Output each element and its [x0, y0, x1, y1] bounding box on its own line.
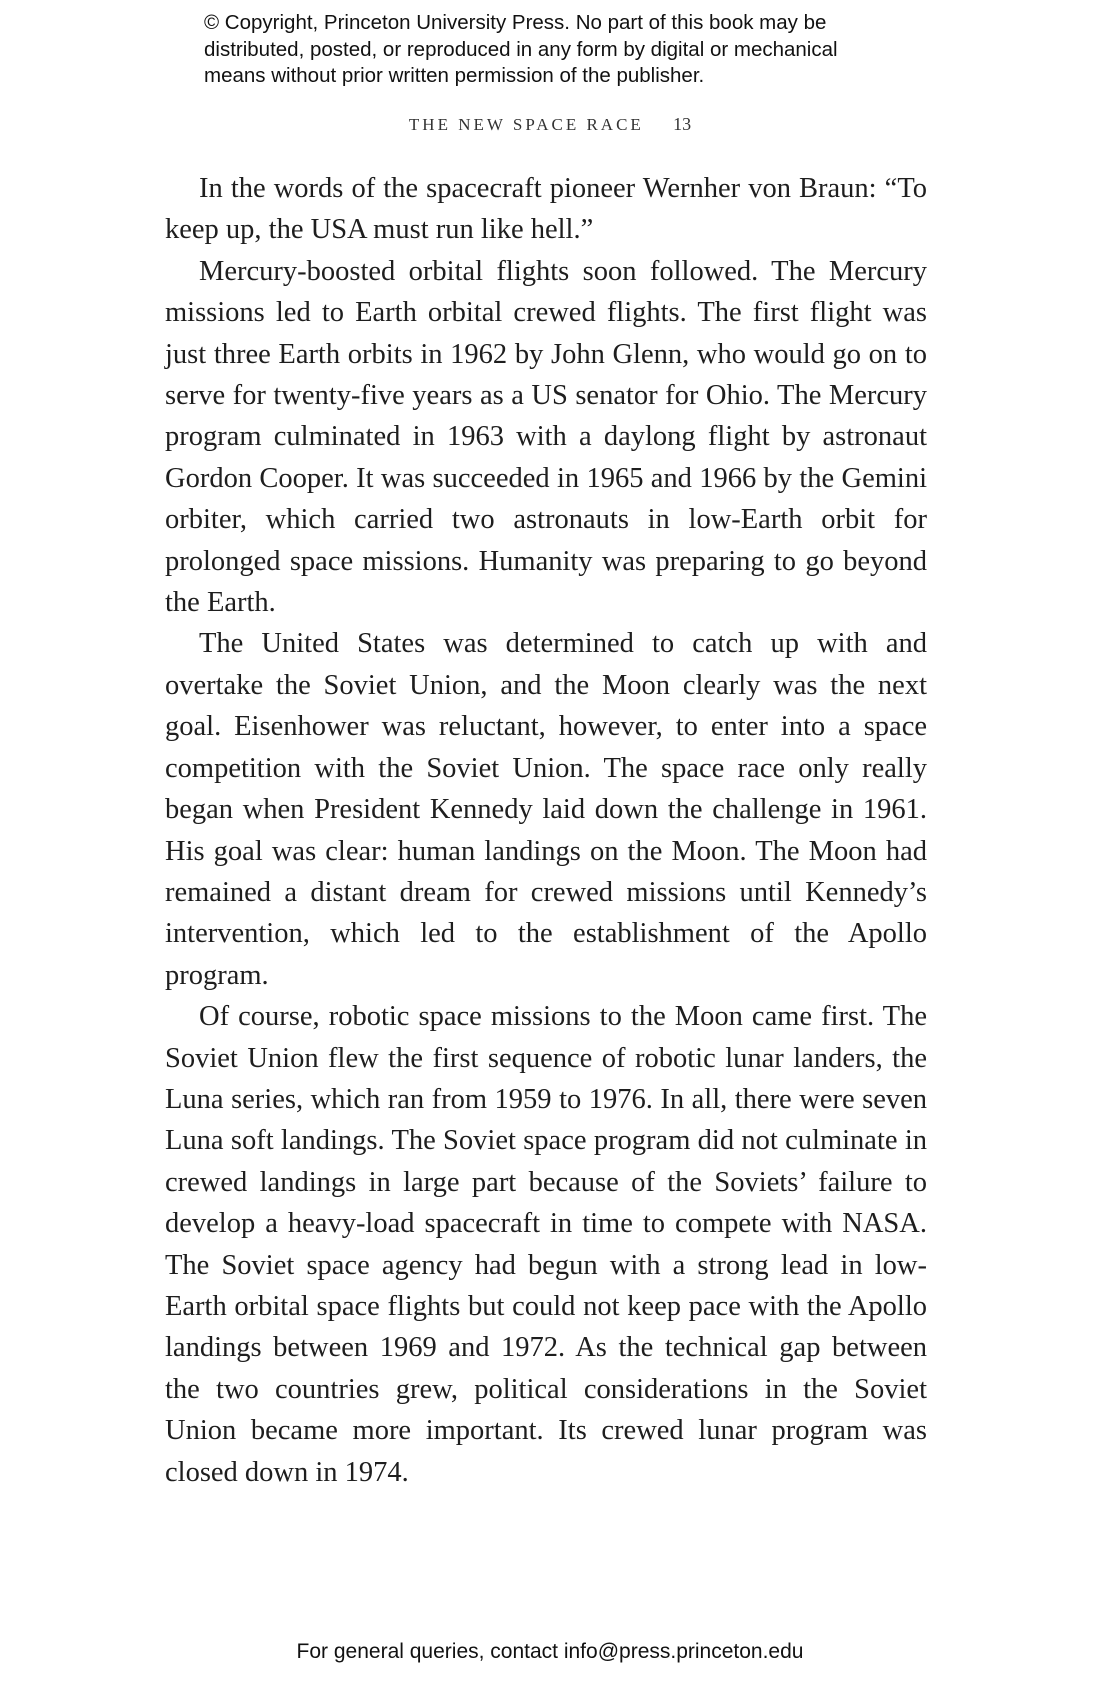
running-head-title: THE NEW SPACE RACE	[408, 115, 644, 134]
copyright-notice: © Copyright, Princeton University Press. No part of this book may be distributed, posted, or reproduced in any form by digital or mechanical means without prior written permission of the publisher.	[204, 11, 838, 87]
paragraph-2: Mercury-boosted orbital flights soon followed. The Mercury missions led to Earth orbital crewed flights. The first flight was just three Earth orbits in 1962 by John Glenn, who would go on to serve for twenty-five years as a US senator for Ohio. The Mercury program culminated in 1963 with a daylong flight by astronaut Gordon Cooper. It was succeeded in 1965 and 1966 by the Gemini orbiter, which carried two astronauts in low-Earth orbit for prolonged space missions. Humanity was preparing to go beyond the Earth.	[165, 255, 927, 619]
paragraph-4: Of course, robotic space missions to the Moon came first. The Soviet Union flew the first sequence of robotic lunar landers, the Luna series, which ran from 1959 to 1976. In all, there were seven Luna soft landings. The Soviet space program did not culminate in crewed landings in large part because of the Soviets’ failure to develop a heavy-load spacecraft in time to compete with NASA. The Soviet space agency had begun with a strong lead in low-Earth orbital space flights but could not keep pace with the Apollo landings between 1969 and 1972. As the technical gap between the two countries grew, political considerations in the Soviet Union became more important. Its crewed lunar program was closed down in 1974.	[165, 1001, 927, 1488]
paragraph-1: In the words of the spacecraft pioneer Wernher von Braun: “To keep up, the USA must run like hell.”	[165, 173, 927, 246]
footer-contact: For general queries, contact info@press.princeton.edu	[296, 1640, 804, 1663]
running-head	[0, 114, 1100, 135]
body-text	[165, 168, 927, 1493]
paragraph-3: The United States was determined to catch up with and overtake the Soviet Union, and the Moon clearly was the next goal. Eisenhower was reluctant, however, to enter into a space competition with the Soviet Union. The space race only really began when President Kennedy laid down the challenge in 1961. His goal was clear: human landings on the Moon. The Moon had remained a distant dream for crewed missions until Kennedy’s intervention, which led to the establishment of the Apollo program.	[165, 628, 927, 991]
page-number: 13	[673, 114, 692, 134]
